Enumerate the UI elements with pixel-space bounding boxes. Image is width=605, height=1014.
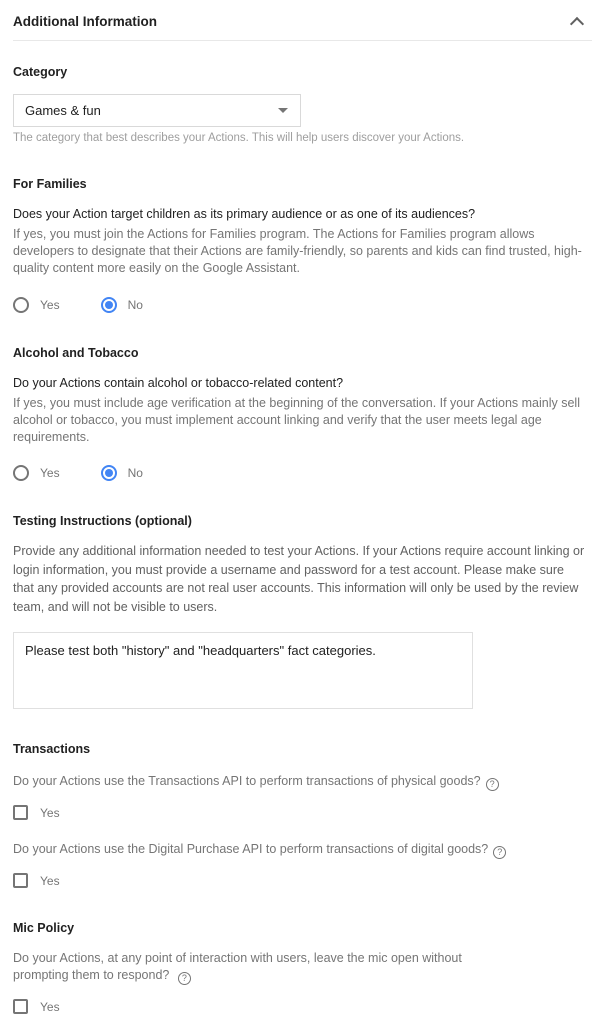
transactions-digital-checkbox-row: [13, 873, 592, 888]
radio-label: Yes: [40, 297, 60, 312]
radio-label: No: [127, 297, 143, 312]
mic-policy-checkbox-row: [13, 999, 592, 1014]
transactions-physical-question: Do your Actions use the Transactions API to perform transactions of physical goods? ?: [13, 773, 592, 791]
category-heading: Category: [13, 65, 68, 79]
transactions-physical-block: [13, 773, 592, 820]
checkbox-unchecked-icon[interactable]: [13, 873, 28, 888]
category-helper-text: The category that best describes your Actions. This will help users discover your Actions.: [13, 132, 465, 144]
for-families-radio-yes[interactable]: [13, 297, 60, 313]
panel-header: [13, 0, 592, 41]
category-section: [13, 65, 592, 144]
help-icon[interactable]: ?: [178, 972, 191, 985]
testing-instructions-input[interactable]: [13, 632, 473, 709]
alcohol-tobacco-question: Do your Actions contain alcohol or tobacco-related content?: [13, 375, 344, 390]
caret-down-icon: [278, 108, 288, 113]
for-families-radio-no[interactable]: [101, 297, 143, 313]
testing-instructions-section: [13, 514, 592, 709]
alcohol-tobacco-helper: If yes, you must include age verification at the beginning of the conversation. If your Actions mainly sell alcohol or tobacco, you must implement account linking and verify that the user meets legal age requirements.: [13, 395, 580, 444]
alcohol-tobacco-radio-group: [13, 465, 592, 481]
transactions-section: [13, 742, 592, 888]
checkbox-label: Yes: [40, 999, 60, 1014]
radio-label: No: [127, 466, 143, 481]
transactions-digital-block: [13, 841, 592, 888]
radio-unchecked-icon: [13, 465, 29, 481]
checkbox-label: Yes: [40, 873, 60, 888]
testing-instructions-heading: Testing Instructions (optional): [13, 514, 192, 529]
radio-checked-icon: [101, 465, 117, 481]
help-icon[interactable]: ?: [493, 846, 506, 859]
radio-unchecked-icon: [13, 297, 29, 313]
for-families-section: [13, 177, 592, 313]
panel-title: Additional Information: [13, 14, 157, 29]
alcohol-tobacco-radio-yes[interactable]: [13, 465, 60, 481]
checkbox-unchecked-icon[interactable]: [13, 999, 28, 1014]
mic-policy-question: Do your Actions, at any point of interaction with users, leave the mic open without prompting them to respond? ?: [13, 951, 462, 984]
transactions-digital-question: Do your Actions use the Digital Purchase API to perform transactions of digital goods? ?: [13, 841, 592, 859]
transactions-heading: Transactions: [13, 742, 91, 757]
for-families-heading: For Families: [13, 177, 87, 191]
radio-label: Yes: [40, 466, 60, 481]
testing-instructions-description: Provide any additional information needed to test your Actions. If your Actions require account linking or login information, you must provide a username and password for a test account. Please make sure that any provided accounts are not real user accounts. This information will only be used by the review team, and will not be visible to users.: [13, 544, 585, 614]
checkbox-unchecked-icon[interactable]: [13, 805, 28, 820]
category-selected-value: Games & fun: [25, 103, 101, 118]
radio-checked-icon: [101, 297, 117, 313]
alcohol-tobacco-radio-no[interactable]: [101, 465, 143, 481]
alcohol-tobacco-heading: Alcohol and Tobacco: [13, 345, 139, 360]
alcohol-tobacco-section: [13, 346, 592, 482]
help-icon[interactable]: ?: [486, 778, 499, 791]
for-families-helper: If yes, you must join the Actions for Families program. The Actions for Families program allows developers to designate that their Actions are family-friendly, so parents and kids can find trusted, high-quality content more easily on the Google Assistant.: [13, 226, 582, 276]
mic-policy-heading: Mic Policy: [13, 921, 75, 936]
mic-policy-section: [13, 921, 592, 1014]
chevron-up-icon[interactable]: [572, 16, 583, 27]
transactions-physical-checkbox-row: [13, 805, 592, 820]
for-families-radio-group: [13, 297, 592, 313]
checkbox-label: Yes: [40, 805, 60, 820]
category-select[interactable]: [13, 94, 301, 127]
for-families-question: Does your Action target children as its primary audience or as one of its audiences?: [13, 207, 476, 221]
